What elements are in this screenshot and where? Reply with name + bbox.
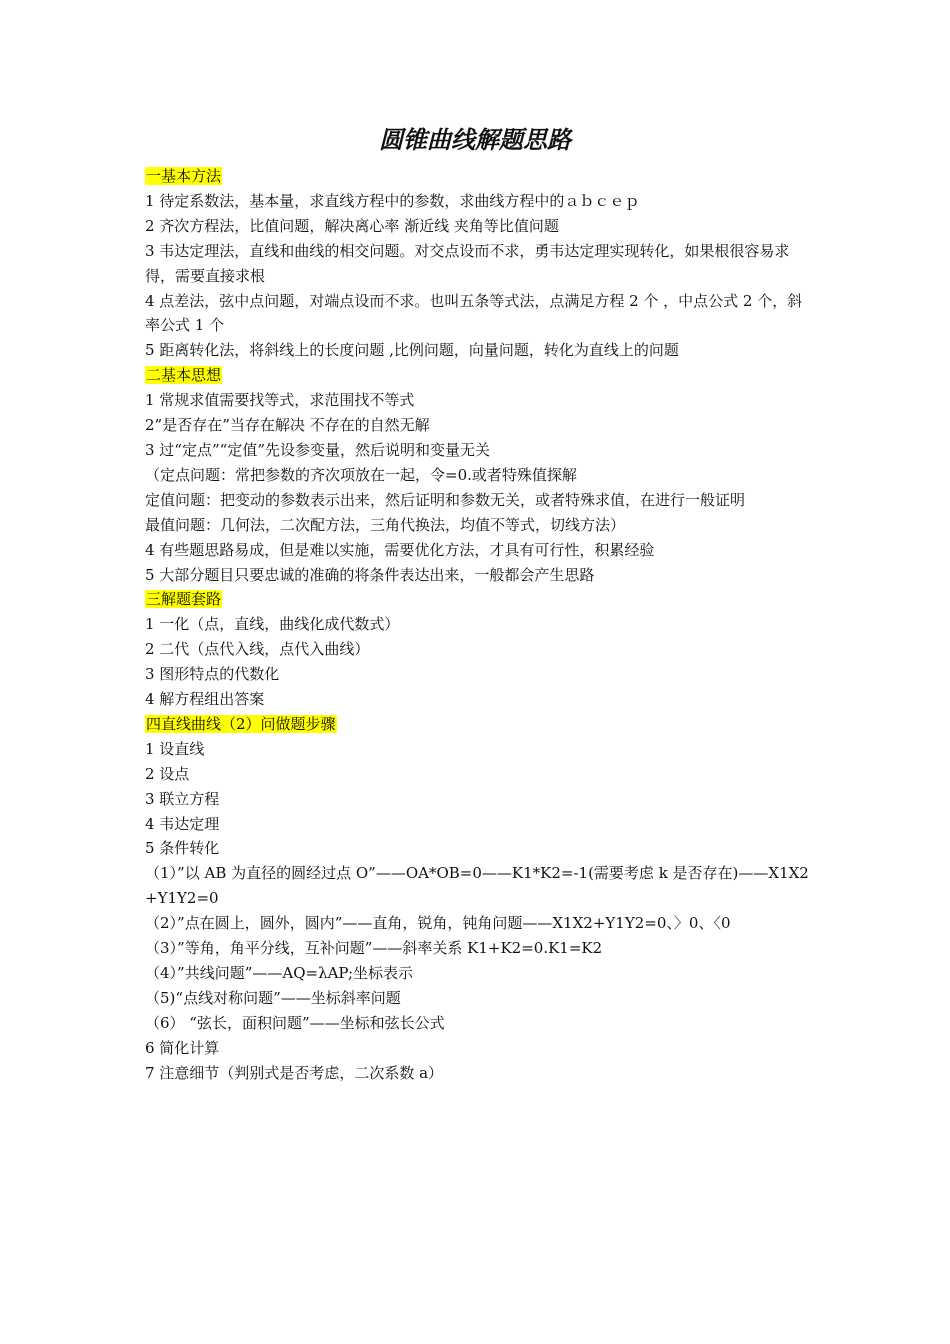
section-heading-text: 一基本方法 — [146, 167, 222, 185]
text-line: 4 点差法，弦中点问题，对端点设而不求。也叫五条等式法，点满足方程 2 个 ，中点公式 2 个，斜率公式 1 个 — [145, 291, 803, 335]
text-line: 7 注意细节（判别式是否考虑，二次系数 a） — [145, 1063, 444, 1082]
text-line: 2”是否存在”当存在解决 不存在的自然无解 — [145, 416, 430, 435]
text-line: 定值问题：把变动的参数表示出来，然后证明和参数无关，或者特殊求值，在进行一般证明 — [145, 490, 746, 509]
text-line: 1 设直线 — [145, 739, 205, 758]
text-line: （定点问题：常把参数的齐次项放在一起，令=0.或者特殊值探解 — [145, 465, 577, 484]
text-line: （3）”等角，角平分线，互补问题”——斜率关系 K1+K2=0.K1=K2 — [145, 939, 603, 958]
text-line: 4 解方程组出答案 — [145, 690, 265, 709]
text-line: 最值问题：几何法，二次配方法，三角代换法，均值不等式，切线方法） — [145, 515, 626, 534]
section-heading-text: 三解题套路 — [146, 590, 222, 609]
text-line: 2 二代（点代入线，点代入曲线） — [145, 640, 370, 659]
text-line: 3 过“定点”“定值”先设参变量，然后说明和变量无关 — [145, 440, 490, 459]
section-heading — [145, 712, 815, 737]
text-line: 3 图形特点的代数化 — [145, 665, 280, 684]
section-heading — [145, 587, 815, 612]
text-line: 4 韦达定理 — [145, 814, 220, 833]
text-line: 5 距离转化法，将斜线上的长度问题 ,比例问题，向量问题，转化为直线上的问题 — [145, 341, 679, 360]
page-title: 圆锥曲线解题思路 — [379, 126, 571, 154]
text-line: （5)“点线对称问题”——坐标斜率问题 — [145, 988, 401, 1007]
text-line: 2 设点 — [145, 764, 190, 783]
text-line: 2 齐次方程法，比值问题，解决离心率 渐近线 夹角等比值问题 — [145, 216, 559, 235]
text-line: 1 常规求值需要找等式，求范围找不等式 — [145, 391, 415, 410]
section-heading — [145, 164, 815, 189]
text-line: 5 条件转化 — [145, 839, 220, 858]
text-line: 6 简化计算 — [145, 1038, 220, 1057]
text-line: 3 韦达定理法，直线和曲线的相交问题。对交点设而不求，勇韦达定理实现转化，如果根很容易求得，需要直接求根 — [145, 241, 790, 285]
text-line: （1）”以 AB 为直径的圆经过点 O”——OA*OB=0——K1*K2=-1(需要考虑 k 是否存在)——X1X2+Y1Y2=0 — [145, 864, 809, 908]
text-line: （6） “弦长，面积问题”——坐标和弦长公式 — [145, 1013, 445, 1032]
text-line: 1 待定系数法，基本量，求直线方程中的参数，求曲线方程中的ａｂｃｅｐ — [145, 191, 640, 210]
text-line: 1 一化（点，直线，曲线化成代数式） — [145, 615, 400, 634]
section-heading-text: 二基本思想 — [146, 366, 222, 385]
text-line: （4）”共线问题”——AQ=λAP;坐标表示 — [145, 964, 414, 982]
text-line: 4 有些题思路易成，但是难以实施，需要优化方法，才具有可行性，积累经验 — [145, 540, 655, 559]
text-line: （2）”点在圆上，圆外，圆内”——直角，锐角，钝角问题——X1X2+Y1Y2=0、〉0、〈0 — [145, 914, 731, 933]
section-heading-text: 四直线曲线（2）问做题步骤 — [146, 714, 336, 733]
section-heading — [145, 363, 815, 388]
text-line: 3 联立方程 — [145, 789, 220, 808]
text-line: 5 大部分题目只要忠诚的准确的将条件表达出来，一般都会产生思路 — [145, 565, 595, 584]
document-body — [145, 164, 815, 1086]
